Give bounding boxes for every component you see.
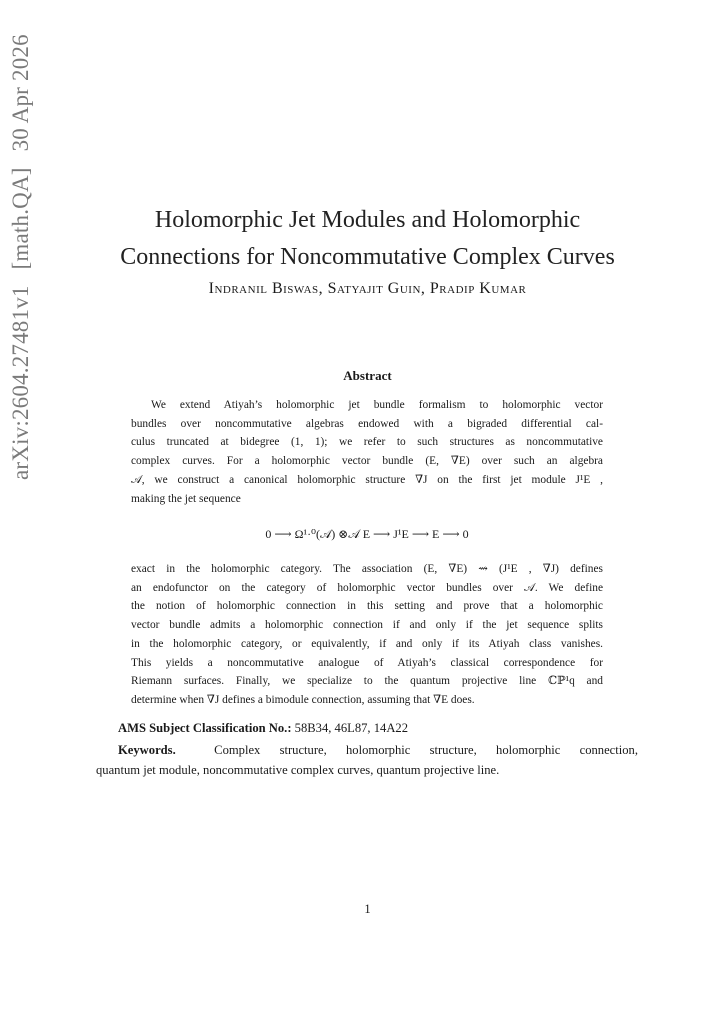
title-line-1: Holomorphic Jet Modules and Holomorphic xyxy=(154,207,581,234)
keywords-row-1 xyxy=(96,740,638,760)
title-line-2: Connections for Noncommutative Complex Curves xyxy=(120,244,615,271)
abstract-line: Riemann surfaces. Finally, we specialize to the quantum projective line ℂℙ¹q and xyxy=(131,675,603,688)
jet-sequence-equation: 0 ⟶ Ω¹·⁰(𝒜) ⊗𝒜 E ⟶ J¹E ⟶ E ⟶ 0 xyxy=(265,527,469,541)
arxiv-identifier-stamp xyxy=(8,24,34,480)
keywords-line-1: Complex structure, holomorphic structure, holomorphic connection, xyxy=(214,743,639,757)
page-number: 1 xyxy=(364,902,371,916)
abstract-line: an endofunctor on the category of holomorphic vector bundles over 𝒜. We define xyxy=(131,581,603,594)
arxiv-category: [math.QA] xyxy=(8,167,33,270)
abstract-heading: Abstract xyxy=(343,368,392,383)
abstract-line: in the holomorphic category, or equivalently, if and only if its Atiyah class vanishes. xyxy=(131,637,603,650)
abstract-line: exact in the holomorphic category. The association (E, ∇̄E) ⇝ (J¹E , ∇̄J) defines xyxy=(131,563,603,575)
keywords-line-2: quantum jet module, noncommutative complex curves, quantum projective line. xyxy=(96,763,500,777)
abstract-line: determine when ∇̄J defines a bimodule connection, assuming that ∇̄E does. xyxy=(131,693,475,706)
msc-value: 58B34, 46L87, 14A22 xyxy=(294,721,409,735)
msc-classification xyxy=(118,718,660,738)
abstract-line: vector bundle admits a holomorphic connection if and only if the jet sequence splits xyxy=(131,619,603,632)
arxiv-id: arXiv:2604.27481v1 xyxy=(8,285,33,480)
abstract-line: complex curves. For a holomorphic vector bundle (E, ∇̄E) over such an algebra xyxy=(131,455,603,468)
keywords xyxy=(96,740,638,780)
arxiv-date: 30 Apr 2026 xyxy=(8,34,33,152)
abstract-line: making the jet sequence xyxy=(131,492,241,505)
abstract-paragraph-2 xyxy=(131,560,603,710)
abstract-line: culus truncated at bidegree (1, 1); we refer to such structures as noncommutative xyxy=(131,436,603,449)
msc-label: AMS Subject Classification No.: xyxy=(118,721,292,735)
author-list: Indranil Biswas, Satyajit Guin, Pradip Kumar xyxy=(208,280,527,297)
abstract-paragraph-1 xyxy=(131,396,603,508)
paper-title xyxy=(80,202,655,276)
abstract-line: 𝒜, we construct a canonical holomorphic structure ∇̄J on the first jet module J¹E , xyxy=(131,473,603,486)
abstract-line: This yields a noncommutative analogue of Atiyah’s classical correspondence for xyxy=(131,656,603,669)
abstract-line: bundles over noncommutative algebras endowed with a bigraded differential cal- xyxy=(131,417,603,430)
keywords-label: Keywords. xyxy=(118,743,176,757)
abstract-line: the notion of holomorphic connection in this setting and prove that a holomorphic xyxy=(131,600,603,613)
abstract-line: We extend Atiyah’s holomorphic jet bundle formalism to holomorphic vector xyxy=(151,399,603,411)
